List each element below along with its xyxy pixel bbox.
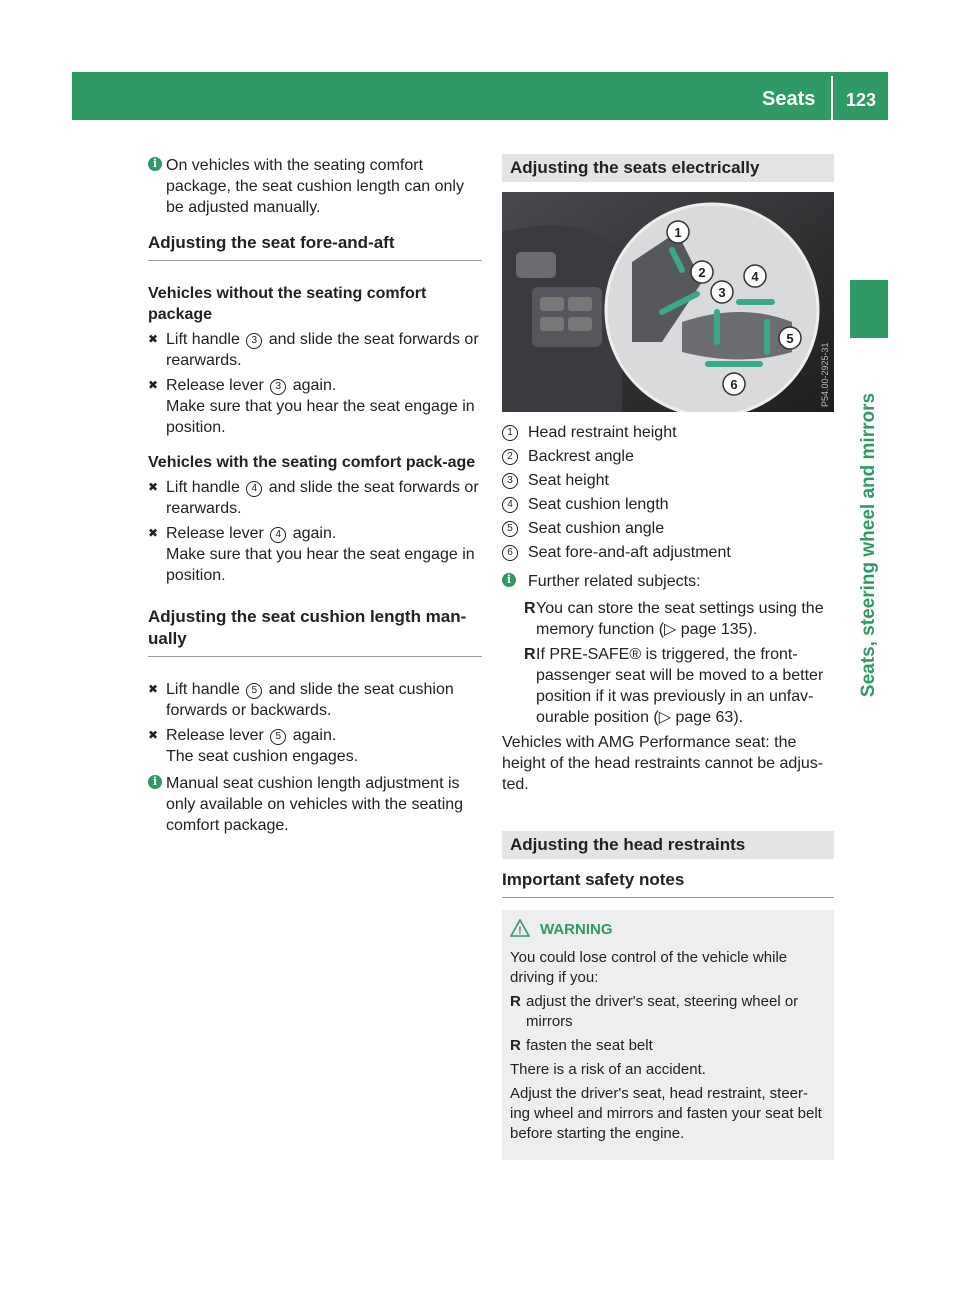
svg-text:!: ! <box>518 925 522 937</box>
step-text: and slide the seat forwards or rearwards. <box>166 479 479 517</box>
page-number: 123 <box>846 90 877 110</box>
warning-bullet <box>510 1036 826 1056</box>
info-note <box>148 773 482 836</box>
callout-number: 5 <box>246 683 262 699</box>
info-note-text: Further related subjects: <box>528 573 701 590</box>
step-item <box>148 725 482 767</box>
warning-title <box>510 920 826 940</box>
step-item <box>148 523 482 586</box>
step-item <box>148 329 482 371</box>
legend-text: Seat cushion angle <box>528 520 665 537</box>
info-note <box>502 571 834 592</box>
step-arrow-icon: ✖ <box>148 480 159 494</box>
legend-item <box>502 446 834 467</box>
callout-number: 3 <box>246 333 262 349</box>
legend-item <box>502 470 834 491</box>
callout-number: 3 <box>270 379 286 395</box>
svg-text:1: 1 <box>674 225 682 240</box>
info-note <box>148 155 482 218</box>
left-column <box>148 155 482 850</box>
svg-text:6: 6 <box>730 377 738 392</box>
step-result: The seat cushion engages. <box>166 748 359 765</box>
bullet-icon: R <box>510 1037 521 1054</box>
step-arrow-icon: ✖ <box>148 526 159 540</box>
bullet-item <box>502 598 834 640</box>
bullet-item <box>502 644 834 728</box>
warning-paragraph: There is a risk of an accident. <box>510 1061 706 1078</box>
photo-code: P54.00-2925-31 <box>820 342 830 407</box>
legend-list <box>502 422 834 563</box>
chapter-tab <box>850 280 888 338</box>
step-arrow-icon: ✖ <box>148 378 159 392</box>
callout-number: 5 <box>270 729 286 745</box>
svg-text:2: 2 <box>698 265 706 280</box>
callout-number: 4 <box>246 481 262 497</box>
bullet-text: fasten the seat belt <box>526 1037 653 1054</box>
legend-item <box>502 518 834 539</box>
step-result: Make sure that you hear the seat engage in position. <box>166 398 475 436</box>
callout-number: 4 <box>270 527 286 543</box>
step-text: again. <box>292 727 337 744</box>
amg-note: Vehicles with AMG Performance seat: the height of the head restraints cannot be adjus-ted. <box>502 734 824 793</box>
legend-item <box>502 542 834 563</box>
right-column <box>502 154 834 1160</box>
step-item <box>148 375 482 438</box>
section-electric-seats: Adjusting the seats electrically <box>502 154 834 182</box>
step-arrow-icon: ✖ <box>148 682 159 696</box>
step-text: again. <box>292 377 337 394</box>
section-head-restraints: Adjusting the head restraints <box>502 831 834 859</box>
step-text: Release lever <box>166 727 264 744</box>
info-icon: i <box>148 157 162 171</box>
warning-paragraph: Adjust the driver's seat, head restraint, steer-ing wheel and mirrors and fasten your seat belt before starting the engine. <box>510 1085 822 1142</box>
header-divider <box>831 76 833 120</box>
bullet-icon: R <box>524 646 536 663</box>
heading-cushion-length: Adjusting the seat cushion length man-ually <box>148 606 482 657</box>
legend-text: Seat height <box>528 472 609 489</box>
step-text: and slide the seat forwards or rearwards. <box>166 331 479 369</box>
bullet-text: You can store the seat settings using the memory function (▷ page 135). <box>536 600 824 638</box>
legend-number: 1 <box>502 425 518 441</box>
chapter-label: Seats, steering wheel and mirrors <box>858 392 879 698</box>
legend-number: 2 <box>502 449 518 465</box>
info-icon: i <box>502 573 516 587</box>
bullet-text: adjust the driver's seat, steering wheel or mirrors <box>526 993 799 1030</box>
warning-bullet <box>510 992 826 1032</box>
info-note-text: Manual seat cushion length adjustment is only available on vehicles with the seating comfort package. <box>166 775 464 834</box>
step-arrow-icon: ✖ <box>148 728 159 742</box>
svg-text:5: 5 <box>786 331 794 346</box>
warning-title-text: WARNING <box>540 921 613 938</box>
legend-number: 5 <box>502 521 518 537</box>
legend-item <box>502 494 834 515</box>
page-section-title: Seats <box>762 88 816 110</box>
step-text: and slide the seat cushion forwards or backwards. <box>166 681 454 719</box>
step-text: again. <box>292 525 337 542</box>
bullet-icon: R <box>524 600 536 617</box>
step-text: Lift handle <box>166 681 240 698</box>
info-icon: i <box>148 775 162 789</box>
legend-number: 6 <box>502 545 518 561</box>
seat-controls-photo <box>502 192 834 412</box>
step-arrow-icon: ✖ <box>148 332 159 346</box>
bullet-text: If PRE-SAFE® is triggered, the front-passenger seat will be moved to a better position if it was previously in an unfav-ourable position (▷ page 63). <box>536 646 824 726</box>
step-text: Lift handle <box>166 331 240 348</box>
heading-safety-notes: Important safety notes <box>502 869 834 898</box>
warning-triangle-icon <box>510 919 530 937</box>
warning-box <box>502 910 834 1160</box>
step-item <box>148 679 482 721</box>
legend-item <box>502 422 834 443</box>
heading-fore-aft: Adjusting the seat fore-and-aft <box>148 232 482 261</box>
svg-text:4: 4 <box>751 269 759 284</box>
legend-text: Head restraint height <box>528 424 677 441</box>
step-text: Release lever <box>166 525 264 542</box>
heading-without-comfort: Vehicles without the seating comfort package <box>148 285 427 323</box>
heading-with-comfort: Vehicles with the seating comfort pack-age <box>148 454 476 471</box>
legend-text: Backrest angle <box>528 448 634 465</box>
legend-text: Seat cushion length <box>528 496 669 513</box>
bullet-icon: R <box>510 993 521 1010</box>
step-text: Release lever <box>166 377 264 394</box>
warning-paragraph: You could lose control of the vehicle while driving if you: <box>510 949 788 986</box>
legend-text: Seat fore-and-aft adjustment <box>528 544 731 561</box>
step-result: Make sure that you hear the seat engage in position. <box>166 546 475 584</box>
step-text: Lift handle <box>166 479 240 496</box>
legend-number: 3 <box>502 473 518 489</box>
legend-number: 4 <box>502 497 518 513</box>
info-note-text: On vehicles with the seating comfort package, the seat cushion length can only be adjusted manually. <box>166 157 464 216</box>
step-item <box>148 477 482 519</box>
svg-text:3: 3 <box>718 285 726 300</box>
